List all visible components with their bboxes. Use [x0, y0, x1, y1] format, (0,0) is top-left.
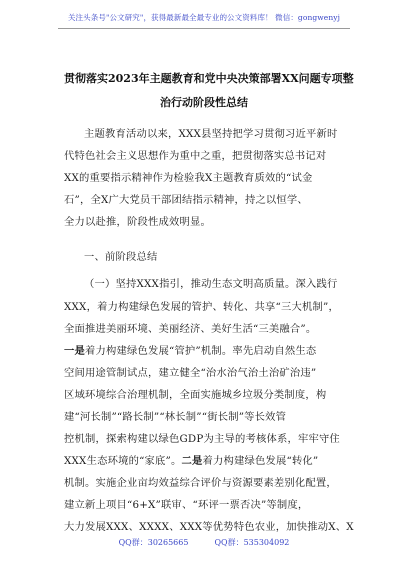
para-line-11: 建立新上项目“6+X”联审、“环评一票否决”等制度， — [64, 499, 309, 511]
header-divider — [58, 28, 350, 29]
para-line-3: 全面推进美丽环境、美丽经济、美好生活“三美融合”。 — [64, 323, 317, 335]
para-line-4-text: 着力构建绿色发展“管护”机制。率先启动自然生态 — [85, 345, 317, 357]
para-line-9 — [64, 452, 348, 467]
emphasis-ershi: 二是 — [181, 455, 203, 467]
para-line-5: 空间用途管制试点，建立健全“治水治气治土治矿治违” — [64, 367, 317, 379]
para-line-12: 大力发展XXX、XXXX、XXX等优势特色农业，加快推动X、X — [64, 521, 354, 533]
document-title-line-2: 治行动阶段性总结 — [160, 96, 248, 109]
para-line-8: 控机制，探索构建以绿色GDP为主导的考核体系，牢牢守住 — [64, 433, 340, 445]
para-line-10: 机制。实施企业亩均效益综合评价与资源要素差别化配置， — [64, 477, 337, 489]
footer-qq-group-2: QQ群：535304092 — [214, 538, 290, 547]
para-line-9-pre: XXX生态环境的“家底”。 — [64, 455, 182, 467]
para-line-6: 区域环境综合治理机制，全面实施城乡垃圾分类制度，构 — [64, 389, 327, 401]
intro-line-1: 主题教育活动以来，XXX县坚持把学习贯彻习近平新时 — [84, 128, 338, 140]
intro-line-4: 石”，全X广大党员干部团结指示精神，持之以恒学、 — [64, 194, 308, 206]
intro-line-5: 全力以赴推，阶段性成效明显。 — [64, 216, 211, 228]
para-line-9-post: 着力构建绿色发展“转化” — [202, 455, 319, 467]
para-line-7: 建“河长制”“路长制”“林长制”“街长制”等长效管 — [64, 411, 287, 423]
intro-line-2: 代特色社会主义思想作为重中之重，把贯彻落实总书记对 — [64, 150, 327, 162]
document-title-line-1: 贯彻落实2023年主题教育和党中央决策部署XX问题专项整 — [64, 72, 354, 85]
emphasis-yishi: 一是 — [64, 345, 85, 357]
para-line-1: （一）坚持XXX指引，推动生态文明高质量。深入践行 — [84, 278, 338, 290]
footer-qq — [0, 537, 408, 548]
section-heading-1: 一、前阶段总结 — [84, 251, 158, 263]
para-line-2: XXX，着力构建绿色发展的管护、转化、共享“三大机制”， — [64, 301, 339, 313]
intro-line-3: XX的重要指示精神作为检验我X主题教育质效的“试金 — [64, 172, 313, 184]
para-line-4 — [64, 342, 348, 357]
top-banner: 关注头条号"公文研究"，获得最新最全最专业的公文资料库！ 微信：gongwenyj — [67, 13, 341, 22]
footer-qq-group-1: QQ群：30265665 — [118, 538, 189, 547]
